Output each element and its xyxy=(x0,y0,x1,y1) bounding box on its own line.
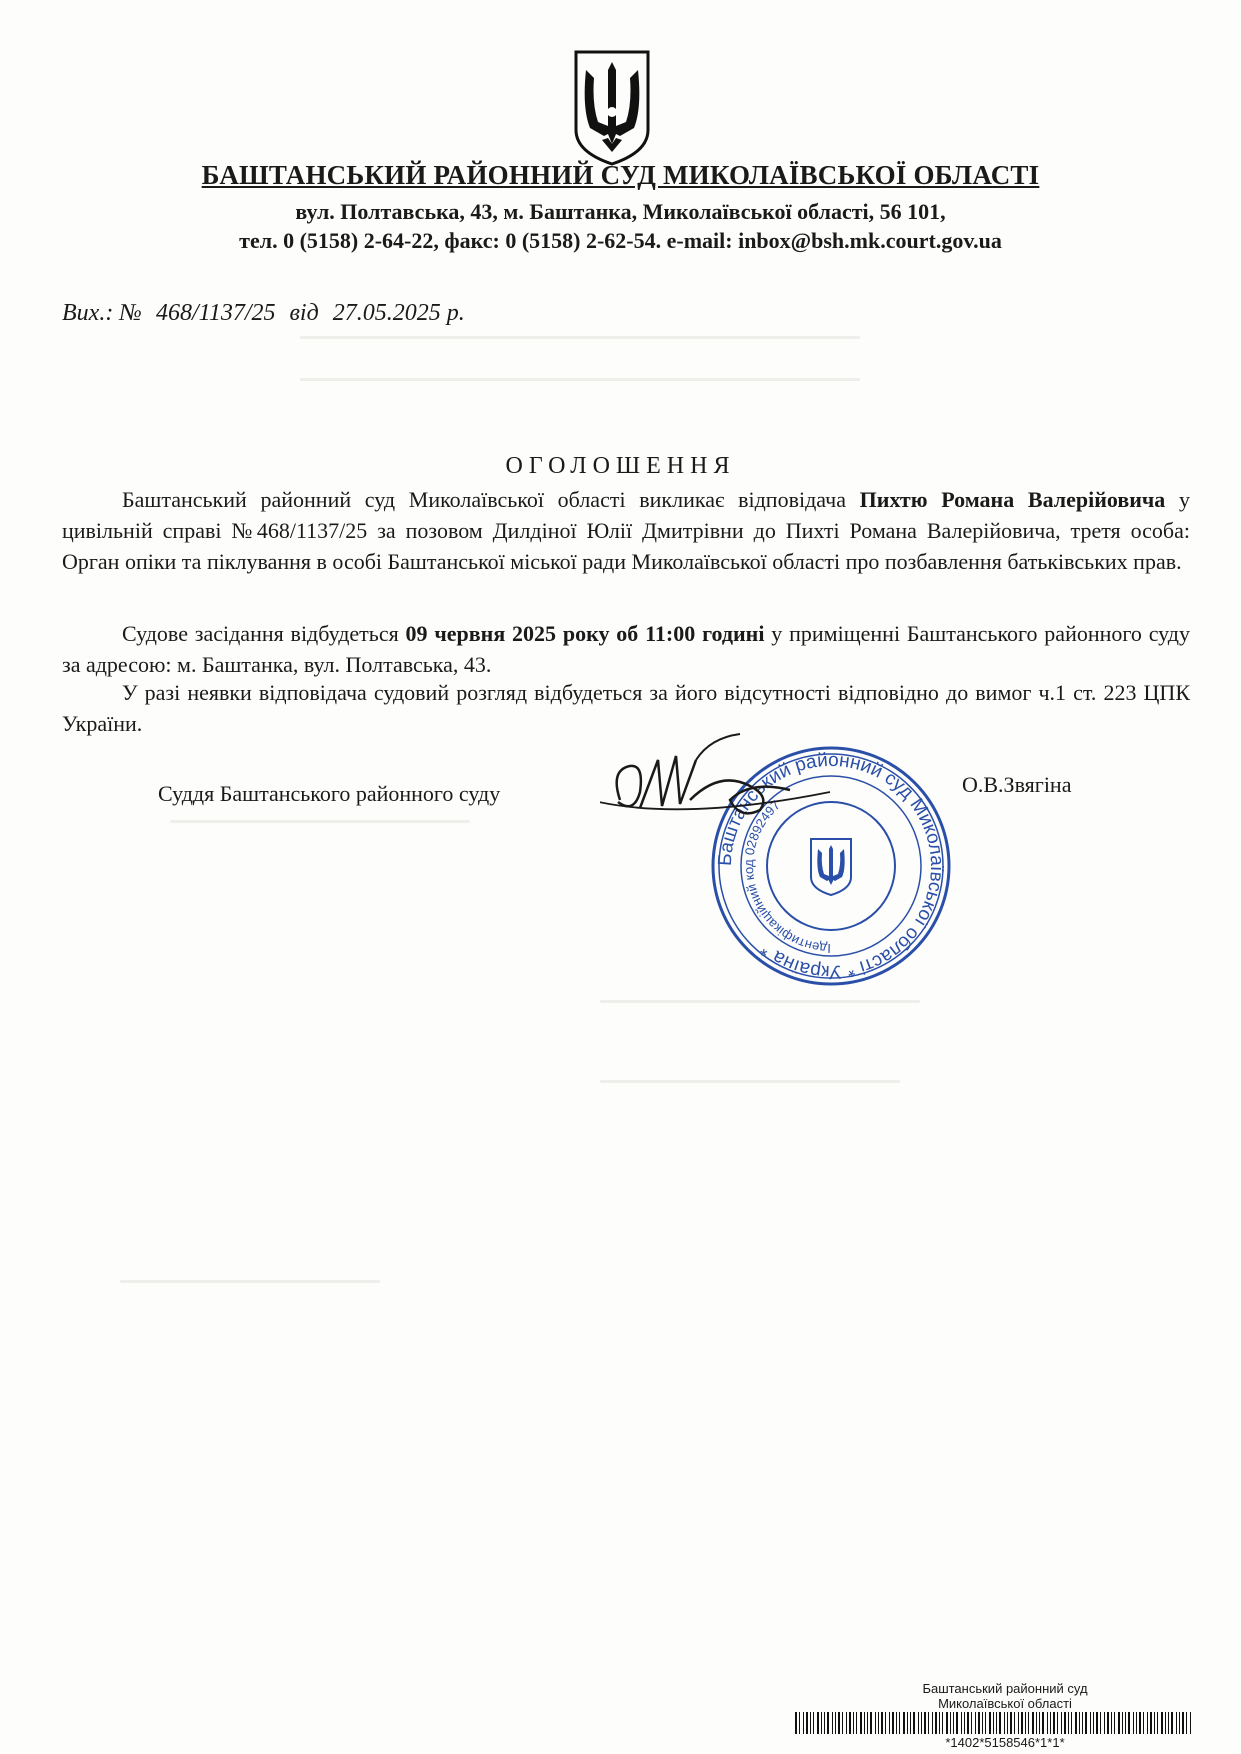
barcode-bar xyxy=(1064,1712,1066,1734)
barcode-bar xyxy=(913,1712,915,1734)
judge-signature xyxy=(600,730,840,840)
barcode-bar xyxy=(1143,1712,1144,1734)
barcode-bar xyxy=(1165,1712,1166,1734)
barcode-bar xyxy=(1182,1712,1184,1734)
outgoing-label: Вих.: № xyxy=(62,300,142,326)
barcode-bar xyxy=(846,1712,847,1734)
barcode-bar xyxy=(1079,1712,1080,1734)
barcode-bar xyxy=(889,1712,890,1734)
barcode-bar xyxy=(1118,1712,1120,1734)
barcode-bar xyxy=(813,1712,814,1734)
bleed-through-line xyxy=(300,336,860,339)
barcode-bar xyxy=(956,1712,958,1734)
barcode-bar xyxy=(1157,1712,1158,1734)
barcode-bar xyxy=(849,1712,851,1734)
barcode-bar xyxy=(1042,1712,1044,1734)
barcode-bar xyxy=(1150,1712,1152,1734)
barcode-bar xyxy=(982,1712,983,1734)
barcode-bar xyxy=(1154,1712,1155,1734)
barcode-bar xyxy=(985,1712,986,1734)
defendant-name: Пихтю Романа Валерійовича xyxy=(859,487,1166,512)
barcode-bar xyxy=(946,1712,948,1734)
barcode-bar xyxy=(1171,1712,1173,1734)
barcode-bar xyxy=(896,1712,897,1734)
barcode-bar xyxy=(1168,1712,1169,1734)
judge-position: Суддя Баштанського районного суду xyxy=(158,781,501,806)
barcode-bar xyxy=(939,1712,940,1734)
stamp-outer-text: Баштанський районний суд Миколаївської області * Україна * xyxy=(714,749,948,983)
barcode-bar xyxy=(942,1712,943,1734)
barcode-bar xyxy=(1075,1712,1077,1734)
barcode-bar xyxy=(1090,1712,1091,1734)
barcode-bar xyxy=(860,1712,862,1734)
barcode-bar xyxy=(870,1712,872,1734)
barcode-bar xyxy=(1128,1712,1130,1734)
barcode-bar xyxy=(799,1712,800,1734)
barcode-bar xyxy=(921,1712,922,1734)
footer-court-line: Баштанський районний суд xyxy=(922,1681,1088,1696)
barcode-bar xyxy=(978,1712,980,1734)
court-name-heading: БАШТАНСЬКИЙ РАЙОННИЙ СУД МИКОЛАЇВСЬКОЇ ОБЛАСТІ xyxy=(201,160,1040,190)
bleed-through-line xyxy=(120,1280,380,1283)
barcode-bar xyxy=(821,1712,822,1734)
announcement-paragraph-1 xyxy=(62,484,1190,577)
barcode-bar xyxy=(806,1712,808,1734)
barcode-bar xyxy=(899,1712,900,1734)
paragraph-text: Баштанський районний суд Миколаївської області викликає відповідача xyxy=(122,487,860,512)
outgoing-number: 468/1137/25 xyxy=(155,300,276,326)
barcode-bar xyxy=(881,1712,883,1734)
barcode-bar xyxy=(1133,1712,1134,1734)
judge-name: О.В.Звягіна xyxy=(962,772,1072,797)
outgoing-date: 27.05.2025 р. xyxy=(332,300,465,326)
barcode-bar xyxy=(1085,1712,1087,1734)
barcode-bar xyxy=(856,1712,857,1734)
barcode-number: *1402*5158546*1*1* xyxy=(945,1735,1065,1750)
court-contacts: тел. 0 (5158) 2-64-22, факс: 0 (5158) 2-62-54. e-mail: inbox@bsh.mk.court.gov.ua xyxy=(239,228,1002,253)
barcode-bar xyxy=(875,1712,876,1734)
barcode-bar xyxy=(967,1712,969,1734)
barcode-bar xyxy=(928,1712,929,1734)
barcode-bar xyxy=(1021,1712,1023,1734)
announcement-title: ОГОЛОШЕННЯ xyxy=(505,453,736,479)
announcement-paragraph-2 xyxy=(62,618,1190,680)
barcode-bar xyxy=(1179,1712,1180,1734)
barcode-bar xyxy=(1018,1712,1019,1734)
barcode-bar xyxy=(907,1712,908,1734)
paragraph-text: у приміщенні Баштанського районного суду за адресою: м. Баштанка, вул. Полтавська, 43. xyxy=(62,621,1190,677)
barcode-bar xyxy=(961,1712,962,1734)
barcode-bar xyxy=(932,1712,933,1734)
barcode-bar xyxy=(996,1712,997,1734)
barcode-bar xyxy=(817,1712,819,1734)
barcode-bar xyxy=(1010,1712,1012,1734)
barcode-bar xyxy=(1050,1712,1051,1734)
barcode-bar xyxy=(950,1712,951,1734)
barcode-bar xyxy=(1004,1712,1005,1734)
barcode-bar xyxy=(1025,1712,1026,1734)
barcode-bar xyxy=(1100,1712,1101,1734)
barcode-bar xyxy=(803,1712,804,1734)
barcode-bar xyxy=(827,1712,829,1734)
barcode-bar xyxy=(810,1712,811,1734)
barcode-bar xyxy=(842,1712,843,1734)
barcode-bar xyxy=(924,1712,926,1734)
barcode-bar xyxy=(1136,1712,1137,1734)
paragraph-text: У разі неявки відповідача судовий розгляд відбудеться за його відсутності відповідно до вимог ч.1 ст. 223 ЦПК України. xyxy=(62,680,1190,736)
bleed-through-line xyxy=(300,378,860,381)
footer-court-label xyxy=(880,1681,1130,1711)
trident-emblem-icon xyxy=(572,48,652,168)
barcode-bar xyxy=(1082,1712,1083,1734)
barcode-bar xyxy=(935,1712,937,1734)
barcode-bar xyxy=(1053,1712,1055,1734)
paragraph-text: у цивільній справі №468/1137/25 за позовом Дилдіної Юлії Дмитрівни до Пихті Романа Валерійовича, третя особа: Орган опіки та піклування в особі Баштанської міської ради Миколаївської області про позбавлення батьківських прав. xyxy=(62,487,1191,574)
barcode-bar xyxy=(1190,1712,1191,1734)
paragraph-text: Судове засідання відбудеться xyxy=(122,621,406,646)
barcode-bar xyxy=(1125,1712,1126,1734)
barcode-bar xyxy=(853,1712,854,1734)
barcode xyxy=(795,1712,1195,1734)
barcode-bar xyxy=(1139,1712,1141,1734)
barcode-bar xyxy=(832,1712,833,1734)
barcode-bar xyxy=(964,1712,965,1734)
barcode-bar xyxy=(1057,1712,1058,1734)
barcode-bar xyxy=(867,1712,868,1734)
barcode-bar xyxy=(1096,1712,1098,1734)
hearing-date: 09 червня 2025 року об 11:00 годині xyxy=(405,621,765,646)
barcode-bar xyxy=(1147,1712,1148,1734)
barcode-bar xyxy=(885,1712,886,1734)
barcode-bar xyxy=(1114,1712,1115,1734)
barcode-bar xyxy=(1039,1712,1040,1734)
stamp-inner-text: Ідентифікаційний код 02892497 xyxy=(740,797,832,957)
bleed-through-line xyxy=(600,1000,920,1003)
barcode-bar xyxy=(918,1712,919,1734)
stamp-trident-icon xyxy=(811,839,851,895)
barcode-bar xyxy=(953,1712,954,1734)
barcode-bar xyxy=(824,1712,825,1734)
barcode-bar xyxy=(795,1712,797,1734)
barcode-bar xyxy=(1186,1712,1187,1734)
barcode-bar xyxy=(993,1712,994,1734)
bleed-through-line xyxy=(600,1080,900,1083)
barcode-bar xyxy=(864,1712,865,1734)
barcode-bar xyxy=(1071,1712,1072,1734)
barcode-bar xyxy=(1014,1712,1015,1734)
barcode-bar xyxy=(1007,1712,1008,1734)
barcode-bar xyxy=(1028,1712,1029,1734)
barcode-bar xyxy=(910,1712,911,1734)
barcode-bar xyxy=(1122,1712,1123,1734)
barcode-bar xyxy=(1047,1712,1048,1734)
barcode-bar xyxy=(1111,1712,1112,1734)
barcode-bar xyxy=(1032,1712,1034,1734)
barcode-bar xyxy=(971,1712,972,1734)
bleed-through-line xyxy=(170,820,470,823)
barcode-bar xyxy=(1036,1712,1037,1734)
barcode-bar xyxy=(989,1712,991,1734)
barcode-bar xyxy=(838,1712,840,1734)
barcode-bar xyxy=(903,1712,905,1734)
outgoing-from-label: від xyxy=(289,300,319,326)
footer-court-line: Миколаївської області xyxy=(938,1696,1072,1711)
barcode-bar xyxy=(1104,1712,1105,1734)
barcode-bar xyxy=(999,1712,1001,1734)
barcode-bar xyxy=(975,1712,976,1734)
outgoing-number-line xyxy=(62,300,479,327)
barcode-bar xyxy=(1061,1712,1062,1734)
barcode-bar xyxy=(1107,1712,1109,1734)
barcode-bar xyxy=(835,1712,836,1734)
barcode-bar xyxy=(1176,1712,1177,1734)
barcode-bar xyxy=(892,1712,894,1734)
barcode-bar xyxy=(1068,1712,1069,1734)
court-address: вул. Полтавська, 43, м. Баштанка, Миколаївської області, 56 101, xyxy=(295,199,946,224)
barcode-bar xyxy=(1161,1712,1163,1734)
barcode-bar xyxy=(878,1712,879,1734)
barcode-bar xyxy=(1093,1712,1094,1734)
